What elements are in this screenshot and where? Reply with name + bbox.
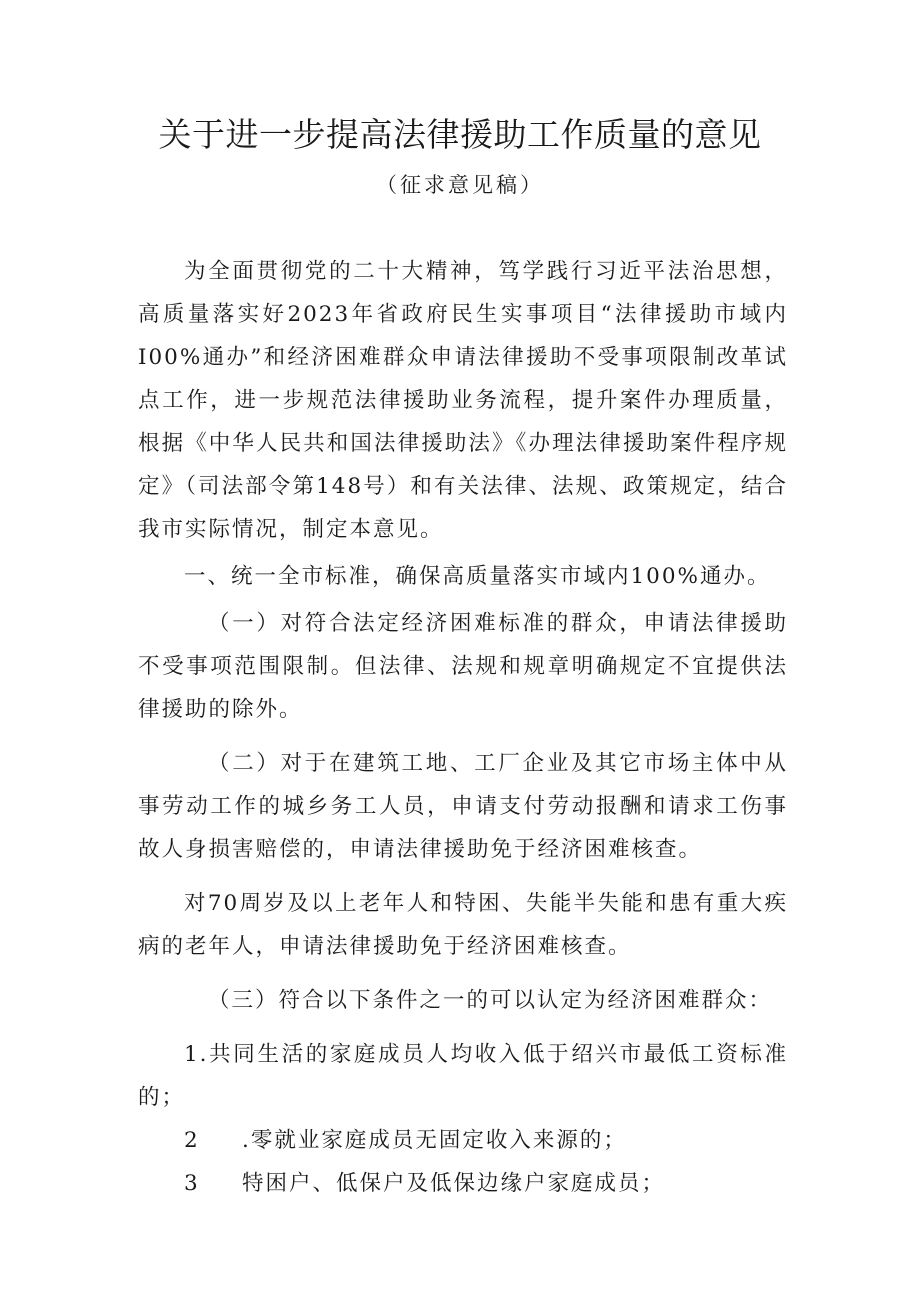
clause-2: （二）对于在建筑工地、工厂企业及其它市场主体中从事劳动工作的城乡务工人员，申请支付劳动报酬和请求工伤事故人身损害赔偿的，申请法律援助免于经济困难核查。 [138,751,788,862]
intro-paragraph: 为全面贯彻党的二十大精神，笃学践行习近平法治思想，高质量落实好2023年省政府民生实事项目“法律援助市域内I00%通办”和经济困难群众申请法律援助不受事项限制改革试点工作，进一步规范法律援助业务流程，提升案件办理质量，根据《中华人民共和国法律援助法》《办理法律援助案件程序规定》（司法部令第148号）和有关法律、法规、政策规定，结合我市实际情况，制定本意见。 [138,259,788,542]
list-item-2 [138,1119,788,1162]
clause-3: （三）符合以下条件之一的可以认定为经济困难群众： [208,988,773,1013]
clause-2-supplement: 对70周岁及以上老年人和特困、失能半失能和患有重大疾病的老年人，申请法律援助免于经济困难核查。 [138,891,788,959]
clause-1: （一）对符合法定经济困难标准的群众，申请法律援助不受事项范围限制。但法律、法规和规章明确规定不宜提供法律援助的除外。 [138,611,788,722]
list-item-number: 2 [184,1128,200,1153]
document-title: 关于进一步提高法律援助工作质量的意见 [158,115,762,154]
list-item-1: 1.共同生活的家庭成员人均收入低于绍兴市最低工资标准的； [138,1042,788,1110]
document-body [138,250,788,1205]
section-heading-1: 一、统一全市标准，确保高质量落实市域内100%通办。 [184,564,771,589]
list-item-3 [138,1162,788,1205]
list-item-number: 3 [184,1171,200,1196]
document-subtitle: （征求意见稿） [376,173,544,197]
list-item-text: 特困户、低保户及低保边缘户家庭成员； [242,1171,666,1196]
list-item-text: .零就业家庭成员无固定收入来源的； [242,1128,627,1153]
